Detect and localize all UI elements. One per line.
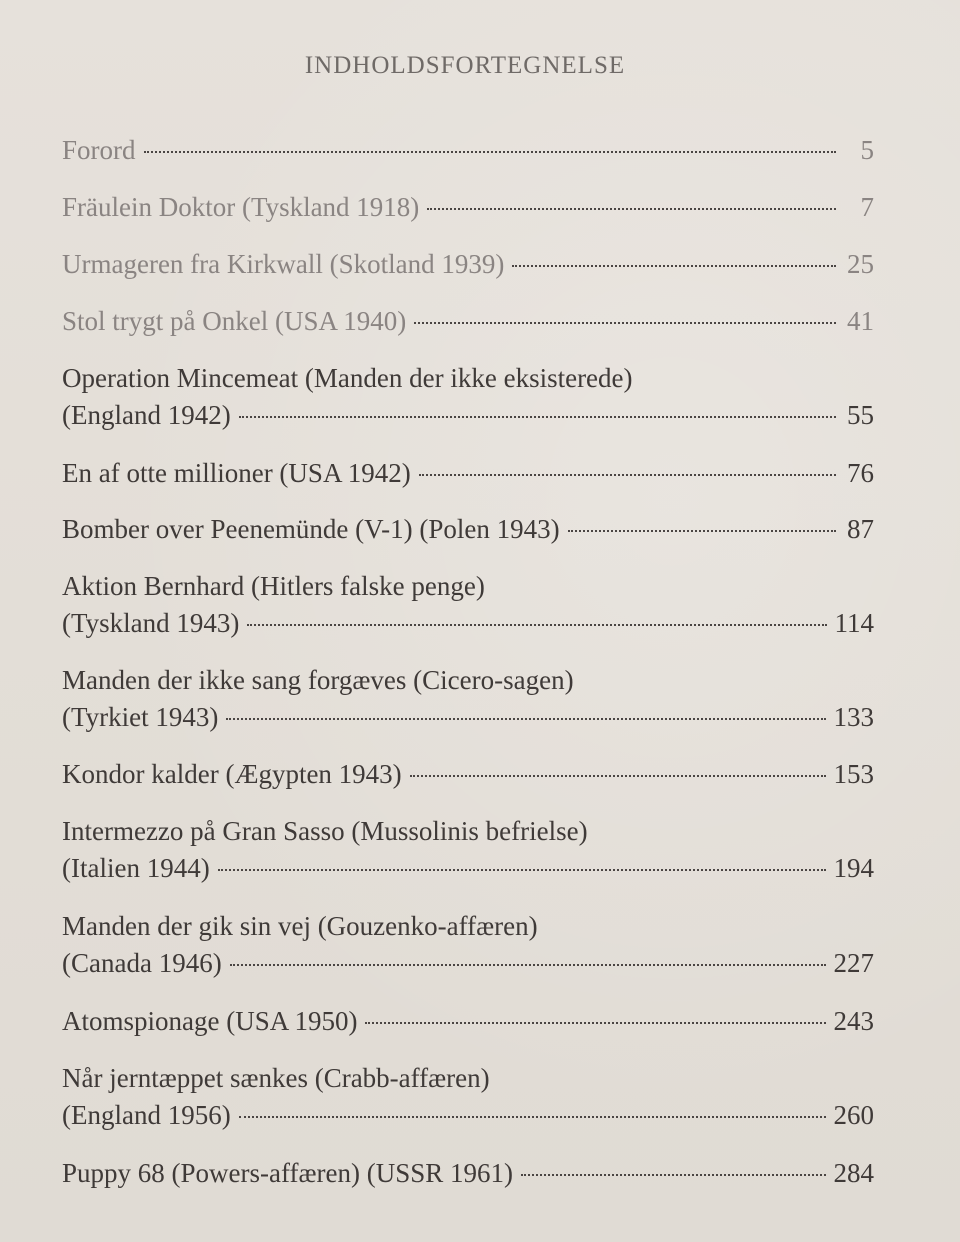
leader-dots (230, 964, 826, 966)
toc-entry (62, 189, 874, 226)
entry-title: Operation Mincemeat (Manden der ikke eksisterede) (62, 363, 633, 393)
entry-page-number: 87 (847, 514, 874, 544)
toc-entry (62, 813, 874, 887)
entry-title: Når jerntæppet sænkes (Crabb-affæren) (62, 1063, 490, 1093)
leader-dots (427, 208, 836, 210)
toc-entry (62, 1060, 874, 1134)
entry-title: Urmageren fra Kirkwall (Skotland 1939) (62, 249, 505, 279)
leader-dots (414, 322, 836, 324)
entry-page-number: 243 (833, 1006, 874, 1036)
entry-title-continuation: (England 1942) (62, 400, 231, 430)
toc-entry (62, 1155, 874, 1192)
entry-page-number: 194 (833, 853, 874, 883)
toc-entry (62, 908, 874, 982)
entry-title-continuation: (Canada 1946) (62, 948, 222, 978)
entry-title: Forord (62, 135, 136, 165)
toc-entry (62, 455, 874, 492)
leader-dots (144, 151, 837, 153)
entry-title: Manden der ikke sang forgæves (Cicero-sagen) (62, 665, 574, 695)
toc-entry (62, 511, 874, 548)
entry-page-number: 284 (833, 1158, 874, 1188)
entry-title: Fräulein Doktor (Tyskland 1918) (62, 192, 420, 222)
leader-dots (512, 265, 836, 267)
entry-page-number: 7 (860, 192, 874, 222)
toc-entry (62, 662, 874, 736)
leader-dots (365, 1022, 825, 1024)
entry-title-continuation: (Italien 1944) (62, 853, 210, 883)
entry-title: En af otte millioner (USA 1942) (62, 458, 411, 488)
leader-dots (521, 1174, 826, 1176)
toc-entry (62, 1003, 874, 1040)
leader-dots (410, 775, 826, 777)
leader-dots (239, 416, 836, 418)
leader-dots (226, 718, 825, 720)
entry-title: Kondor kalder (Ægypten 1943) (62, 759, 402, 789)
entry-title: Manden der gik sin vej (Gouzenko-affæren) (62, 911, 538, 941)
entry-page-number: 41 (847, 306, 874, 336)
entry-page-number: 153 (833, 759, 874, 789)
toc-entry (62, 756, 874, 793)
leader-dots (247, 624, 826, 626)
toc-entry (62, 568, 874, 642)
leader-dots (239, 1116, 826, 1118)
entry-page-number: 5 (860, 135, 874, 165)
toc-entry (62, 303, 874, 340)
leader-dots (568, 530, 836, 532)
entry-title: Atomspionage (USA 1950) (62, 1006, 358, 1036)
page-title: INDHOLDSFORTEGNELSE (304, 52, 626, 79)
entry-title-continuation: (Tyskland 1943) (62, 608, 240, 638)
leader-dots (419, 474, 836, 476)
entry-title-continuation: (Tyrkiet 1943) (62, 702, 219, 732)
toc-entry (62, 246, 874, 283)
entry-title: Bomber over Peenemünde (V-1) (Polen 1943) (62, 514, 560, 544)
entry-page-number: 55 (847, 400, 874, 430)
entry-page-number: 227 (833, 948, 874, 978)
entry-page-number: 133 (833, 702, 874, 732)
entry-page-number: 25 (847, 249, 874, 279)
entry-page-number: 76 (847, 458, 874, 488)
toc-entry (62, 132, 874, 169)
toc-entry (62, 360, 874, 434)
leader-dots (218, 869, 826, 871)
entry-title: Aktion Bernhard (Hitlers falske penge) (62, 571, 485, 601)
entry-page-number: 260 (833, 1100, 874, 1130)
entry-title-continuation: (England 1956) (62, 1100, 231, 1130)
entry-page-number: 114 (834, 608, 874, 638)
entry-title: Puppy 68 (Powers-affæren) (USSR 1961) (62, 1158, 513, 1188)
entry-title: Stol trygt på Onkel (USA 1940) (62, 306, 407, 336)
entry-title: Intermezzo på Gran Sasso (Mussolinis befrielse) (62, 816, 588, 846)
